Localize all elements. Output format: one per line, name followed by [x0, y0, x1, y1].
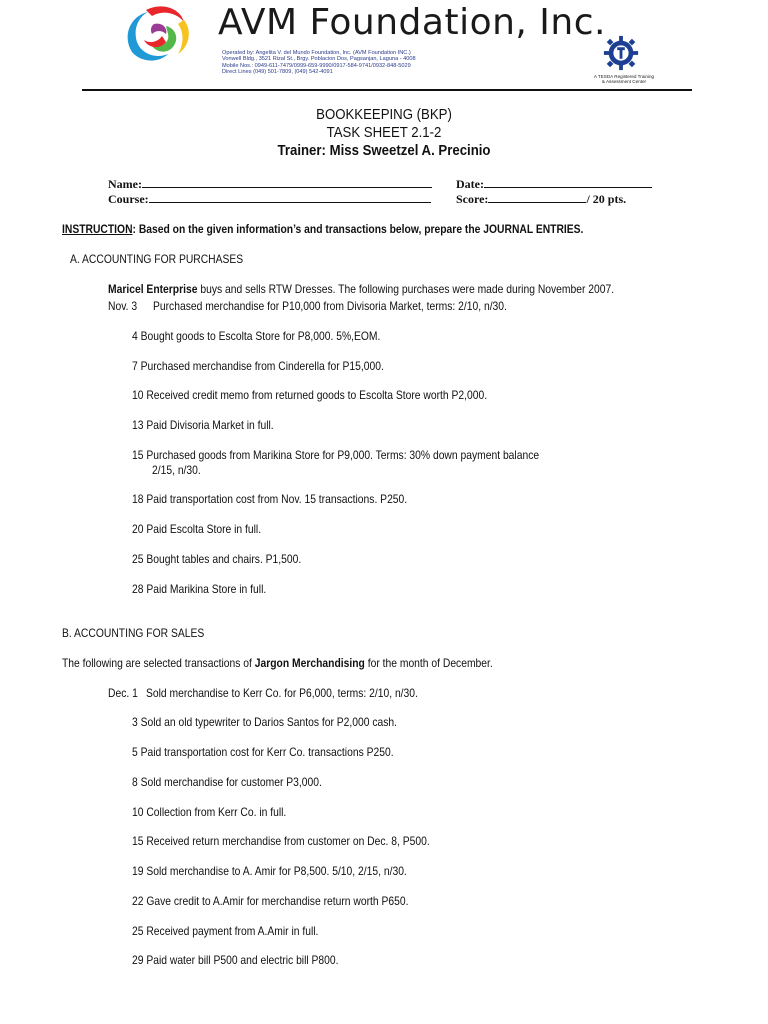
transaction-item: 29 Paid water bill P500 and electric bill P800. — [132, 953, 339, 967]
transaction-item: 19 Sold merchandise to A. Amir for P8,500. 5/10, 2/15, n/30. — [132, 864, 407, 878]
score-field[interactable] — [456, 191, 626, 207]
trainer-line: Trainer: Miss Sweetzel A. Precinio — [277, 142, 491, 159]
info-line: Direct Lines (049) 501-7809, (049) 542-4091 — [222, 68, 333, 75]
transaction-item: 10 Collection from Kerr Co. in full. — [132, 805, 287, 819]
info-line: Vonwell Bldg., 3521 Rizal St., Brgy. Poblacion Dos, Pagsanjan, Laguna - 4008 — [222, 56, 416, 63]
intro-text: The following are selected transactions of — [62, 656, 255, 670]
instruction — [62, 222, 583, 236]
name-blank[interactable] — [142, 176, 432, 188]
score-blank[interactable] — [488, 191, 586, 203]
transaction-item: 7 Purchased merchandise from Cinderella for P15,000. — [132, 359, 384, 373]
tesda-caption-line: & Assessment Center — [601, 79, 647, 85]
transaction-item: 8 Sold merchandise for customer P3,000. — [132, 775, 322, 789]
section-b-heading: B. ACCOUNTING FOR SALES — [62, 626, 205, 640]
name-field[interactable] — [108, 176, 432, 192]
subject-title: BOOKKEEPING (BKP) — [316, 106, 452, 123]
section-a-intro — [108, 282, 614, 296]
business-name: Jargon Merchandising — [254, 656, 365, 670]
course-blank[interactable] — [149, 191, 431, 203]
organization-name: AVM Foundation, Inc. — [218, 2, 606, 43]
tesda-caption-line: A TESDA Registered Training — [593, 74, 655, 79]
section-a-heading: A. ACCOUNTING FOR PURCHASES — [70, 252, 244, 266]
section-b-intro — [62, 656, 493, 670]
transaction-item: 15 Received return merchandise from customer on Dec. 8, P500. — [132, 834, 430, 848]
intro-text: for the month of December. — [364, 656, 493, 670]
course-field[interactable] — [108, 191, 431, 207]
transaction-item: 3 Sold an old typewriter to Darios Santos for P2,000 cash. — [132, 715, 398, 729]
intro-text: buys and sells RTW Dresses. The following purchases were made during November 2007. — [197, 282, 615, 296]
tesda-caption — [576, 74, 672, 85]
date-blank[interactable] — [484, 176, 652, 188]
task-sheet-title: TASK SHEET 2.1-2 — [326, 124, 442, 141]
transaction-item: 15 Purchased goods from Marikina Store for P9,000. Terms: 30% down payment balance — [132, 448, 540, 462]
transaction-item: 10 Received credit memo from returned goods to Escolta Store worth P2,000. — [132, 388, 488, 402]
transaction-item: 4 Bought goods to Escolta Store for P8,000. 5%,EOM. — [132, 329, 381, 343]
tesda-gear-logo-icon — [602, 34, 640, 72]
info-line: Operated by: Angelita V. del Mundo Foundation, Inc. (AVM Foundation INC.) — [222, 50, 411, 56]
transaction-item-continued: 2/15, n/30. — [152, 463, 201, 477]
date-field[interactable] — [456, 176, 652, 192]
transaction-date: Dec. 1 — [108, 686, 138, 700]
organization-info — [222, 50, 416, 75]
transaction-item: 13 Paid Divisoria Market in full. — [132, 418, 274, 432]
transaction-item: 22 Gave credit to A.Amir for merchandise return worth P650. — [132, 894, 409, 908]
info-line: Mobile Nos.: 0949-611-7479/0999-659-9990/0917-584-9741/0932-848-5029 — [222, 62, 411, 69]
score-suffix: / 20 pts. — [586, 192, 627, 206]
instruction-label: INSTRUCTION — [62, 222, 133, 236]
avm-swirl-logo-icon — [118, 2, 210, 66]
business-name: Maricel Enterprise — [108, 282, 198, 296]
name-label: Name: — [108, 177, 142, 191]
score-label: Score: — [456, 192, 489, 206]
transaction-item: 18 Paid transportation cost from Nov. 15 transactions. P250. — [132, 492, 408, 506]
date-label: Date: — [456, 177, 484, 191]
instruction-text: : Based on the given information’s and transactions below, prepare the JOURNAL ENTRIES. — [132, 222, 584, 236]
transaction-date: Nov. 3 — [108, 299, 138, 313]
header-divider — [82, 89, 692, 91]
transaction-item: Sold merchandise to Kerr Co. for P6,000, terms: 2/10, n/30. — [146, 686, 418, 700]
transaction-item: 25 Bought tables and chairs. P1,500. — [132, 552, 302, 566]
transaction-item: 25 Received payment from A.Amir in full. — [132, 924, 319, 938]
course-label: Course: — [108, 192, 149, 206]
transaction-item: 5 Paid transportation cost for Kerr Co. transactions P250. — [132, 745, 394, 759]
transaction-item: 20 Paid Escolta Store in full. — [132, 522, 262, 536]
transaction-item: Purchased merchandise for P10,000 from Divisoria Market, terms: 2/10, n/30. — [153, 299, 507, 313]
transaction-item: 28 Paid Marikina Store in full. — [132, 582, 267, 596]
